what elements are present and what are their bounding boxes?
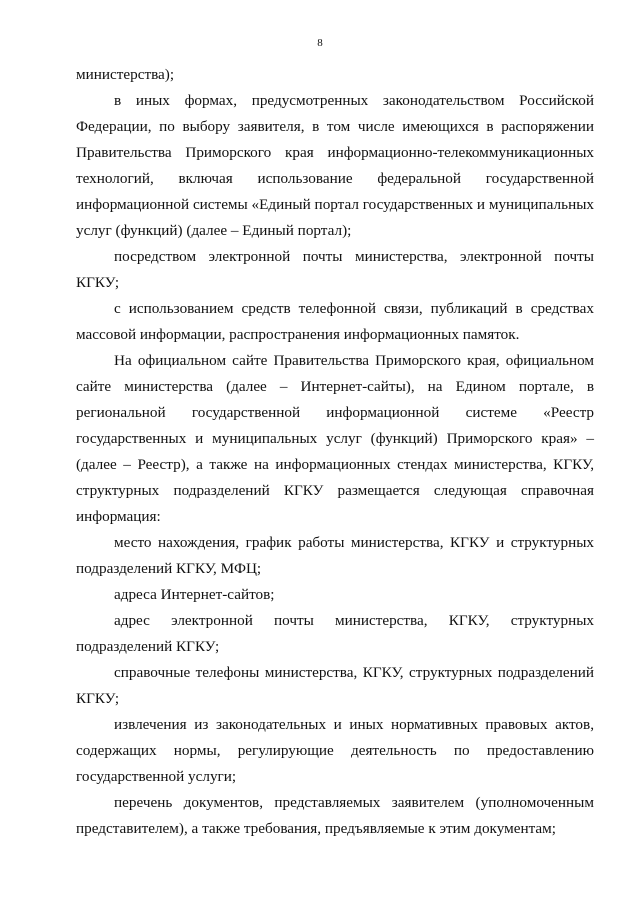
page-number: 8	[317, 37, 323, 49]
paragraph-continuation: министерства);	[76, 66, 175, 83]
list-item-phones: справочные телефоны министерства, КГКУ, структурных подразделений КГКУ;	[76, 664, 594, 707]
paragraph-email: посредством электронной почты министерства, электронной почты КГКУ;	[76, 248, 594, 291]
list-item-legal-extracts: извлечения из законодательных и иных нормативных правовых актов, содержащих нормы, регулирующие деятельность по предоставлению государственной услуги;	[76, 716, 594, 785]
list-item-location: место нахождения, график работы министерства, КГКУ и структурных подразделений КГКУ, МФЦ;	[76, 534, 594, 577]
list-item-websites: адреса Интернет-сайтов;	[114, 586, 275, 603]
list-item-email-address: адрес электронной почты министерства, КГКУ, структурных подразделений КГКУ;	[76, 612, 594, 655]
paragraph-phone-media: с использованием средств телефонной связи, публикаций в средствах массовой информации, распространения информационных памяток.	[76, 300, 594, 343]
document-body	[76, 62, 594, 842]
paragraph-official-sites: На официальном сайте Правительства Приморского края, официальном сайте министерства (далее – Интернет-сайты), на Едином портале, в региональной государственной информационной системе «Реестр государственных и муниципальных услуг (функций) Приморского края» – (далее – Реестр), а также на информационных стендах министерства, КГКУ, структурных подразделений КГКУ размещается следующая справочная информация:	[76, 352, 594, 525]
paragraph-other-forms: в иных формах, предусмотренных законодательством Российской Федерации, по выбору заявителя, в том числе имеющихся в распоряжении Правительства Приморского края информационно-телекоммуникационных технологий, включая использование федеральной государственной информационной системы «Единый портал государственных и муниципальных услуг (функций) (далее – Единый портал);	[76, 92, 594, 239]
list-item-documents: перечень документов, представляемых заявителем (уполномоченным представителем), а также требования, предъявляемые к этим документам;	[76, 794, 594, 837]
